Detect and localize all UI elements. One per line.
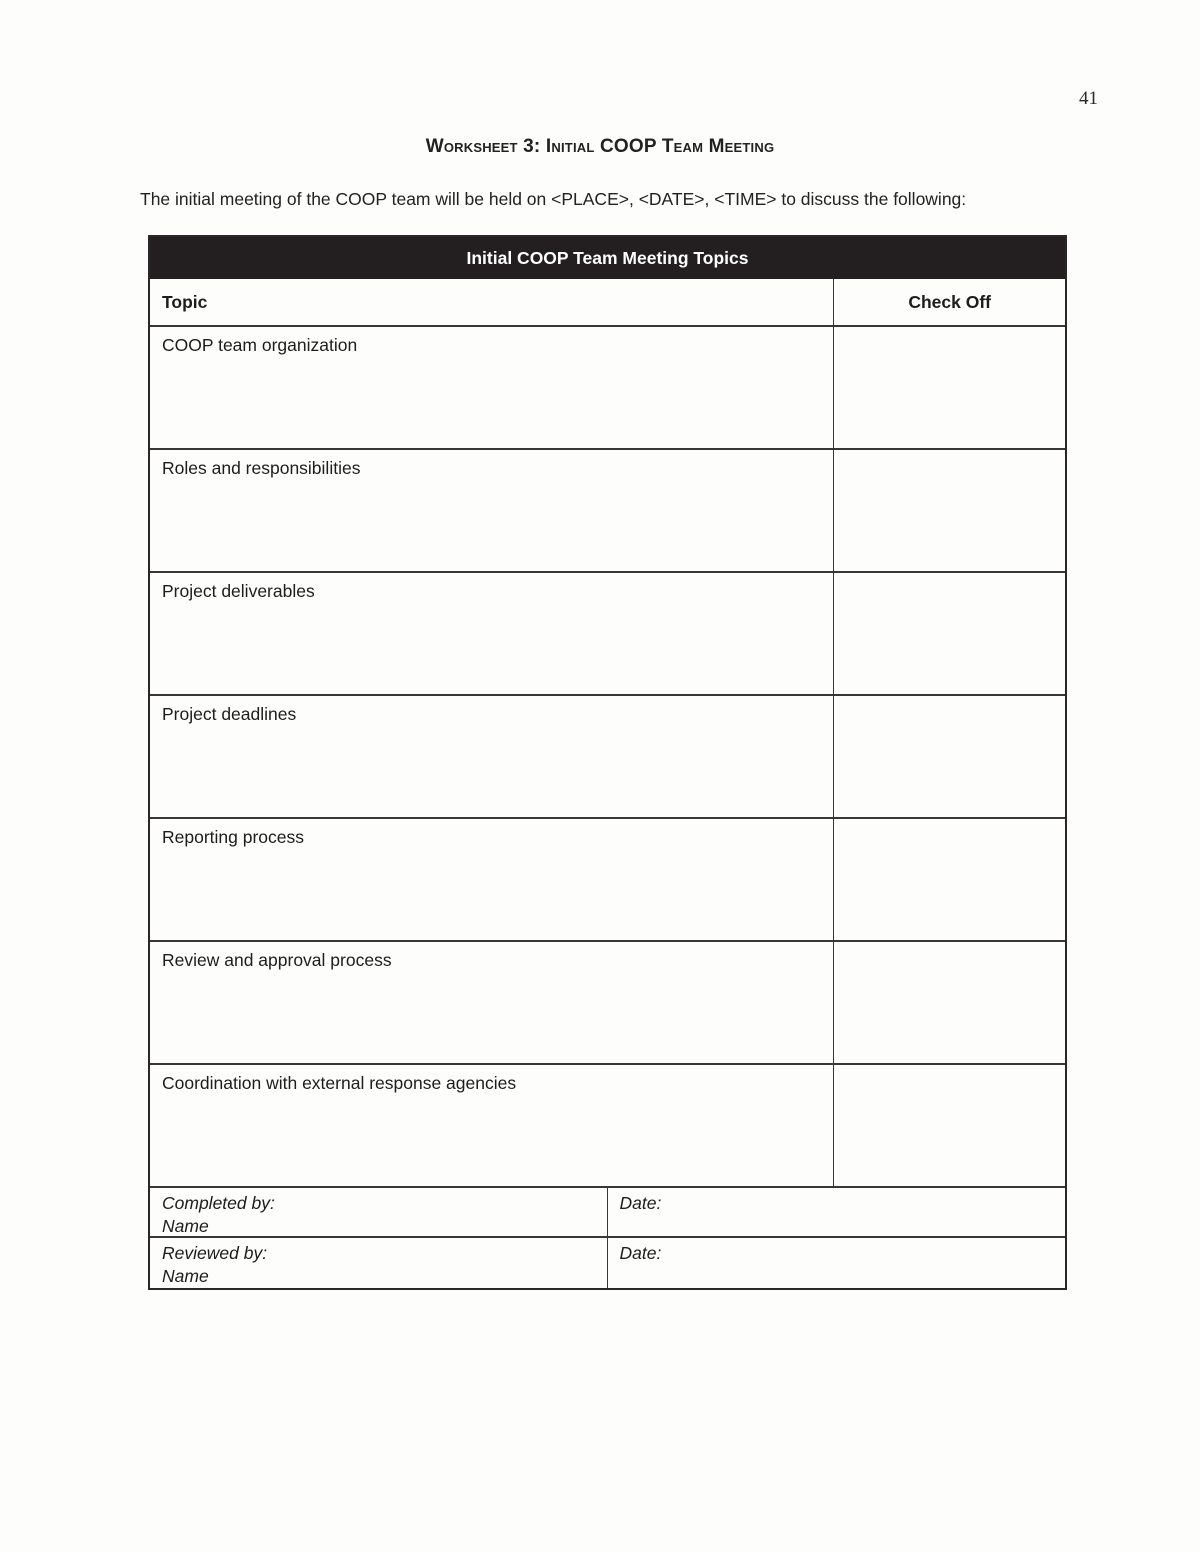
reviewed-date-cell — [608, 1238, 1066, 1288]
check-off-cell — [834, 819, 1065, 940]
check-off-cell — [834, 573, 1065, 694]
table-row — [150, 325, 1065, 448]
reviewed-by-label: Reviewed by: — [162, 1243, 268, 1263]
reviewed-by-name-label: Name — [162, 1266, 209, 1286]
reviewed-by-cell — [150, 1238, 608, 1288]
worksheet-title: Worksheet 3: Initial COOP Team Meeting — [425, 136, 775, 157]
check-off-cell — [834, 450, 1065, 571]
date-label: Date: — [619, 1243, 662, 1263]
page-number: 41 — [1079, 88, 1098, 109]
column-header-topic: Topic — [150, 279, 834, 325]
completed-by-label: Completed by: — [162, 1193, 275, 1213]
table-row — [150, 571, 1065, 694]
topic-cell: Coordination with external response agencies — [150, 1065, 834, 1186]
topic-cell: COOP team organization — [150, 327, 834, 448]
check-off-cell — [834, 1065, 1065, 1186]
table-row — [150, 940, 1065, 1063]
topic-cell: Roles and responsibilities — [150, 450, 834, 571]
topic-cell: Project deadlines — [150, 696, 834, 817]
check-off-cell — [834, 327, 1065, 448]
table-row — [150, 694, 1065, 817]
topic-cell: Project deliverables — [150, 573, 834, 694]
check-off-cell — [834, 942, 1065, 1063]
topic-cell: Reporting process — [150, 819, 834, 940]
date-label: Date: — [619, 1193, 662, 1213]
column-header-check-off: Check Off — [908, 291, 992, 312]
intro-paragraph: The initial meeting of the COOP team will be held on <PLACE>, <DATE>, <TIME> to discuss the following: — [140, 189, 967, 209]
table-title-bar: Initial COOP Team Meeting Topics — [150, 237, 1065, 279]
table-row — [150, 448, 1065, 571]
meeting-topics-table — [148, 235, 1067, 1290]
table-column-headers — [150, 279, 1065, 325]
topic-cell: Review and approval process — [150, 942, 834, 1063]
check-off-cell — [834, 696, 1065, 817]
table-row — [150, 817, 1065, 940]
table-row — [150, 1063, 1065, 1186]
completed-by-row — [150, 1186, 1065, 1236]
completed-by-name-label: Name — [162, 1216, 209, 1236]
completed-date-cell — [608, 1188, 1066, 1236]
reviewed-by-row — [150, 1236, 1065, 1288]
completed-by-cell — [150, 1188, 608, 1236]
